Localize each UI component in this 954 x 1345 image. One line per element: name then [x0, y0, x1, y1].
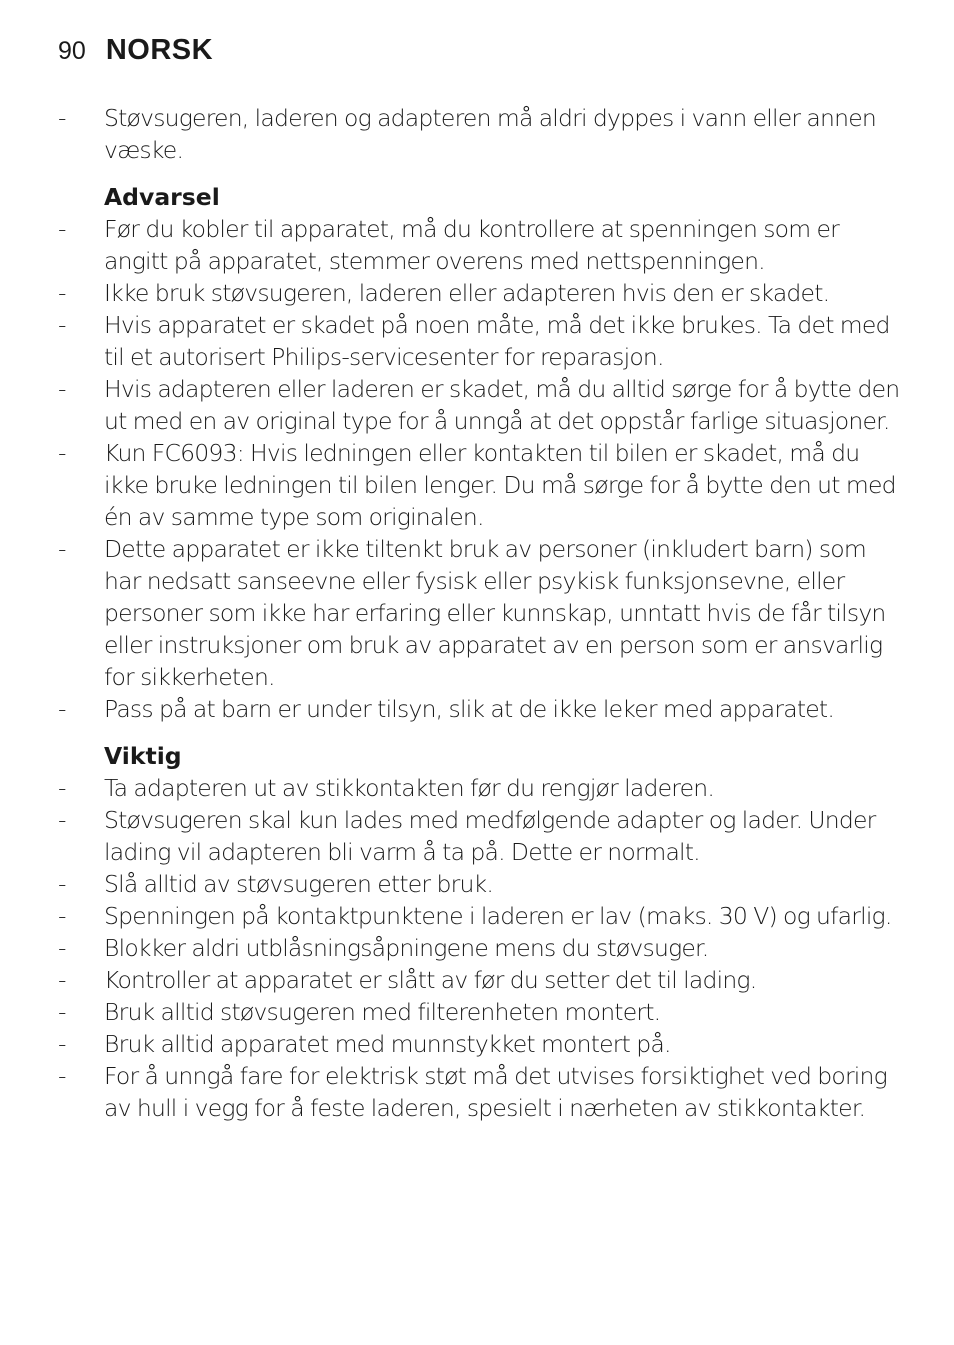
bullet-list: [58, 772, 900, 1124]
bullet-list: [58, 213, 900, 725]
section-intro: [58, 102, 900, 166]
list-item: - Ikke bruk støvsugeren, laderen eller adapteren hvis den er skadet.: [58, 279, 830, 307]
list-item: - Ta adapteren ut av stikkontakten før du rengjør laderen.: [58, 774, 715, 802]
list-item: - Før du kobler til apparatet, må du kontrollere at spenningen som er angitt på apparatet, stemmer overens med nettspenningen.: [58, 215, 840, 275]
bullet-list: [58, 102, 900, 166]
list-item: - Støvsugeren skal kun lades med medfølgende adapter og lader. Under lading vil adapteren bli varm å ta på. Dette er normalt.: [58, 806, 876, 866]
list-item: - Bruk alltid apparatet med munnstykket montert på.: [58, 1030, 671, 1058]
section-advarsel: [58, 181, 900, 725]
section-heading-advarsel: Advarsel: [104, 183, 220, 211]
list-item: - Kun FC6093: Hvis ledningen eller kontakten til bilen er skadet, må du ikke bruke ledningen til bilen lenger. Du må sørge for å bytte den ut med én av samme type som originalen.: [58, 439, 896, 531]
list-item: - Hvis adapteren eller laderen er skadet, må du alltid sørge for å bytte den ut med en av original type for å unngå at det oppstår farlige situasjoner.: [58, 375, 900, 435]
list-item: - For å unngå fare for elektrisk støt må det utvises forsiktighet ved boring av hull i vegg for å feste laderen, spesielt i nærheten av stikkontakter.: [58, 1062, 887, 1122]
list-item: - Kontroller at apparatet er slått av før du setter det til lading.: [58, 966, 757, 994]
list-item: - Støvsugeren, laderen og adapteren må aldri dyppes i vann eller annen væske.: [58, 104, 876, 164]
list-item: - Dette apparatet er ikke tiltenkt bruk av personer (inkludert barn) som har nedsatt sanseevne eller fysisk eller psykisk funksjonsevne, eller personer som ikke har erfaring eller kunnskap, unntatt hvis de får tilsyn eller instruksjoner om bruk av apparatet av en person som er ansvarlig for sikkerheten.: [58, 535, 886, 691]
section-viktig: [58, 740, 900, 1124]
page-number: 90: [58, 37, 86, 65]
page-header: [58, 34, 213, 74]
document-body: [58, 102, 900, 1124]
page-title: NORSK: [105, 34, 214, 66]
section-heading-viktig: Viktig: [104, 742, 182, 770]
list-item: - Pass på at barn er under tilsyn, slik at de ikke leker med apparatet.: [58, 695, 835, 723]
list-item: - Slå alltid av støvsugeren etter bruk.: [58, 870, 494, 898]
list-item: - Bruk alltid støvsugeren med filterenheten montert.: [58, 998, 661, 1026]
list-item: - Hvis apparatet er skadet på noen måte, må det ikke brukes. Ta det med til et autorisert Philips-servicesenter for reparasjon.: [58, 311, 890, 371]
list-item: - Blokker aldri utblåsningsåpningene mens du støvsuger.: [58, 934, 709, 962]
list-item: - Spenningen på kontaktpunktene i laderen er lav (maks. 30 V) og ufarlig.: [58, 902, 892, 930]
dash-bullet: -: [58, 104, 66, 132]
